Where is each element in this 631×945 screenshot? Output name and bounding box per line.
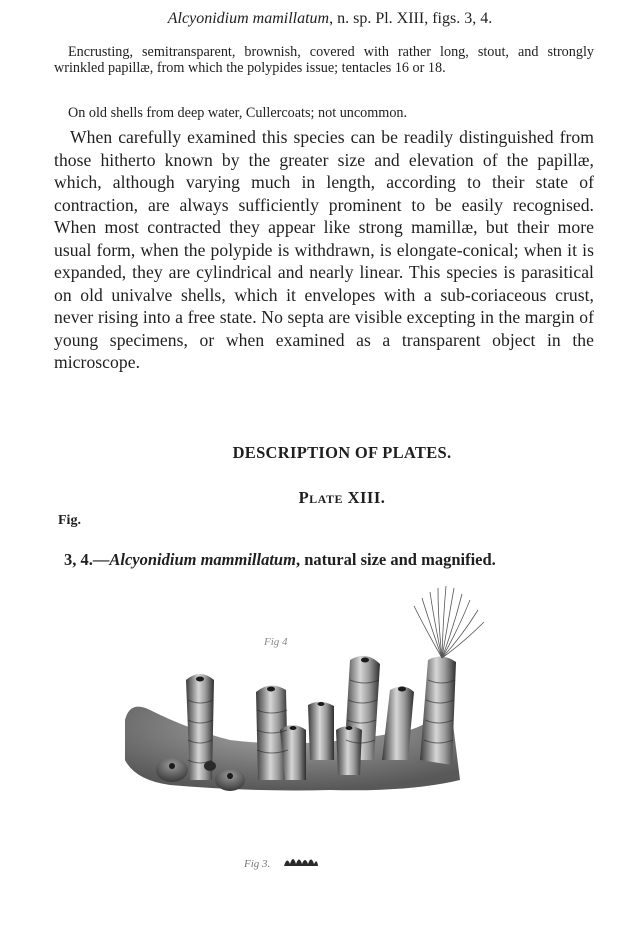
species-heading-rest: , n. sp. Pl. XIII, figs. 3, 4. bbox=[329, 10, 493, 27]
caption-number: 3, 4.— bbox=[64, 550, 110, 569]
main-paragraph: When carefully examined this species can be readily distinguished from those hitherto known by the greater size and elevation of the papillæ, which, although varying much in length, according to their state of contraction, are always sufficiently prominent to be easily recognised. When most contracted they appear like strong mamillæ, but their more usual form, when the polypide is withdrawn, is elongate-conical; when it is expanded, they are cylindrical and nearly linear. This species is parasitical on old univalve shells, which it envelopes with a sub-coriaceous crust, never rising into a free state. No septa are visible excepting in the margin of young specimens, or when examined as a transparent object in the microscope. bbox=[54, 127, 594, 372]
species-heading bbox=[70, 10, 590, 28]
fig3-label: Fig 3. bbox=[244, 858, 271, 870]
fig3-illustration bbox=[283, 852, 319, 870]
species-description: Encrusting, semitransparent, brownish, covered with rather long, stout, and strongly wrinkled papillæ, from which the polypides issue; tentacles 16 or 18. bbox=[54, 44, 594, 76]
caption-species-name: Alcyonidium mammillatum bbox=[109, 550, 296, 569]
fig4-illustration bbox=[110, 580, 530, 850]
species-name: Alcyonidium mamillatum bbox=[167, 10, 330, 27]
fig-label: Fig. bbox=[58, 513, 81, 528]
fig4-label: Fig 4 bbox=[264, 636, 288, 648]
plate-name: Plate XIII. bbox=[298, 488, 386, 507]
caption-rest: , natural size and magnified. bbox=[295, 550, 496, 569]
habitat-note: On old shells from deep water, Cullercoats; not uncommon. bbox=[68, 105, 408, 121]
figure-caption bbox=[64, 550, 604, 570]
plates-title: DESCRIPTION OF PLATES. bbox=[232, 443, 452, 462]
